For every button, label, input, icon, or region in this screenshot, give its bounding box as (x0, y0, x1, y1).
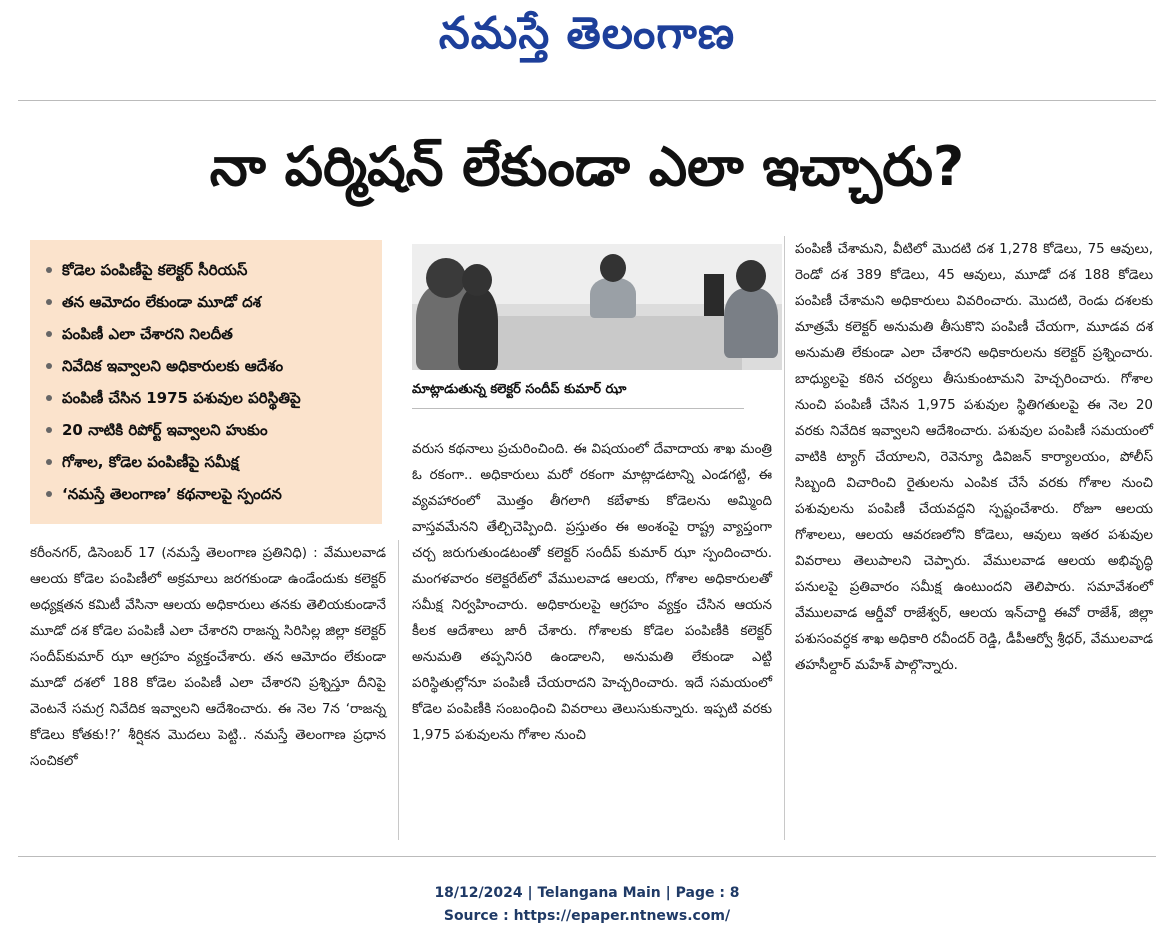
highlight-item: గోశాల, కోడెల పంపిణీపై సమీక్ష (42, 446, 370, 478)
highlights-box (30, 240, 382, 524)
photo-person-head (736, 260, 766, 292)
photo-person (458, 288, 498, 370)
photo-person-head (462, 264, 492, 296)
highlight-item: పంపిణీ ఎలా చేశారని నిలదీత (42, 318, 370, 350)
highlight-item: కోడెల పంపిణీపై కలెక్టర్ సీరియస్ (42, 254, 370, 286)
photo-person (724, 288, 778, 358)
photo-person (590, 278, 636, 318)
footer-source-link[interactable]: Source : https://epaper.ntnews.com/ (443, 908, 731, 924)
footer-divider (18, 856, 1156, 857)
column-divider (784, 236, 785, 840)
column-divider (398, 540, 399, 840)
photo-chair (704, 274, 724, 320)
masthead-divider (18, 100, 1156, 101)
meeting-photo (412, 244, 782, 370)
article-column-2: వరుస కథనాలు ప్రచురించింది. ఈ విషయంలో దేవాదాయ శాఖ మంత్రి ఓ రకంగా.. అధికారులు మరో రకంగా మాట్లాడటాన్ని ఎండగట్టి, ఈ వ్యవహారంలో మొత్తం తీగలాగి కబేళాకు కోడెలను అమ్మింది వాస్తవమేనని తేల్చిచెప్పింది. ప్రస్తుతం ఈ అంశంపై రాష్ట్ర వ్యాప్తంగా చర్చ జరుగుతుండటంతో కలెక్టర్ సందీప్ కుమార్ ఝా స్పందించారు. మంగళవారం కలెక్టరేట్‌లో వేములవాడ ఆలయ, గోశాల అధికారులతో సమీక్ష నిర్వహించారు. అధికారులపై ఆగ్రహం వ్యక్తం చేసిన ఆయన కీలక ఆదేశాలు జారీ చేశారు. గోశాలకు కోడెల పంపిణీకి కలెక్టర్ అనుమతి తప్పనిసరి ఉండాలని, అనుమతి లేకుండా ఎట్టి పరిస్థితుల్లోనూ పంపిణీ చేయరాదని హెచ్చరించారు. ఇదే సమయంలో కోడెల పంపిణీకి సంబంధించి వివరాలు తెలుసుకున్నారు. ఇప్పటి వరకు 1,975 పశువులను గోశాల నుంచి (412, 441, 772, 743)
article-column-1: కరీంనగర్, డిసెంబర్ 17 (నమస్తే తెలంగాణ ప్రతినిధి) : వేములవాడ ఆలయ కోడెల పంపిణీలో అక్రమాలు జరగకుండా ఉండేందుకు కలెక్టర్ అధ్యక్షతన కమిటీ వేసినా ఆలయ అధికారులు తనకు తెలియకుండానే మూడో దశ కోడెల పంపిణీ ఎలా చేశారని రాజన్న సిరిసిల్ల జిల్లా కలెక్టర్ సందీప్‌కుమార్ ఝా ఆగ్రహం వ్యక్తంచేశారు. తన ఆమోదం లేకుండా మూడో దశలో 188 కోడెల పంపిణీ ఎలా చేశారని ప్రశ్నిస్తూ దీనిపై వెంటనే సమగ్ర నివేదిక ఇవ్వాలని ఆదేశించారు. ఈ నెల 7న ‘రాజన్న కోడెలు కోతకు!?’ శీర్షికన మొదలు పెట్టి.. నమస్తే తెలంగాణ ప్రధాన సంచికలో (30, 545, 386, 769)
headline: నా పర్మిషన్ లేకుండా ఎలా ఇచ్చారు? (209, 135, 965, 198)
highlight-item: ‘నమస్తే తెలంగాణ’ కథనాలపై స్పందన (42, 478, 370, 510)
footer-date-edition: 18/12/2024 | Telangana Main | Page : 8 (434, 885, 740, 901)
highlight-item: 20 నాటికి రిపోర్ట్ ఇవ్వాలని హుకుం (42, 414, 370, 446)
photo-person-head (426, 258, 466, 298)
highlight-item: పంపిణీ చేసిన 1975 పశువుల పరిస్థితిపై (42, 382, 370, 414)
masthead-logo: నమస్తే తెలంగాణ (438, 8, 736, 59)
photo-table (472, 316, 742, 370)
highlight-item: నివేదిక ఇవ్వాలని అధికారులకు ఆదేశం (42, 350, 370, 382)
article-column-3: పంపిణీ చేశామని, వీటిలో మొదటి దశ 1,278 కోడెలు, 75 ఆవులు, రెండో దశ 389 కోడెలు, 45 ఆవులు, మూడో దశ 188 కోడెలు పంపిణీ చేశామని అధికారులు వివరించారు. మొదటి, రెండు దశలకు మాత్రమే కలెక్టర్ అనుమతి తీసుకొని పంపిణీ చేయగా, మూడవ దశ అనుమతి లేకుండా ఎలా చేశారని అధికారులను కలెక్టర్ ప్రశ్నించారు. బాధ్యులపై కఠిన చర్యలు తీసుకుంటామని హెచ్చరించారు. గోశాల నుంచి పంపిణీ చేసిన 1,975 పశువుల స్థితిగతులపై ఈ నెల 20 వరకు నివేదిక ఇవ్వాలని ఆదేశించారు. పశువుల పంపిణీ సమయంలో వాటికి ట్యాగ్ చేయాలని, రెవెన్యూ డివిజన్ కార్యాలయం, పోలీస్ సిబ్బంది విచారించి రైతులను ఎంపిక చేసే వరకు గోశాల నుంచి పశువులను పంపిణీ చేయవద్దని స్పష్టంచేశారు. రోజూ ఆలయ గోశాలలు, ఆలయ ఆవరణలోని కోడెలు, ఆవులు ఇతర పశువుల వివరాలు తెలుపాలని చెప్పారు. వేములవాడ ఆలయ అభివృద్ధి పనులపై ప్రతివారం సమీక్ష ఉంటుందని తెలిపారు. సమావేశంలో వేములవాడ ఆర్డీవో రాజేశ్వర్, ఆలయ ఇన్‌చార్జి ఈవో రాజేశ్, జిల్లా పశుసంవర్ధక శాఖ అధికారి రవీందర్ రెడ్డి, డీపీఆర్వో శ్రీధర్, వేములవాడ తహసీల్దార్ మహేశ్ పాల్గొన్నారు. (795, 241, 1153, 673)
photo-caption: మాట్లాడుతున్న కలెక్టర్ సందీప్ కుమార్ ఝా (412, 378, 744, 409)
highlight-item: తన ఆమోదం లేకుండా మూడో దశ (42, 286, 370, 318)
photo-person-head (600, 254, 626, 282)
